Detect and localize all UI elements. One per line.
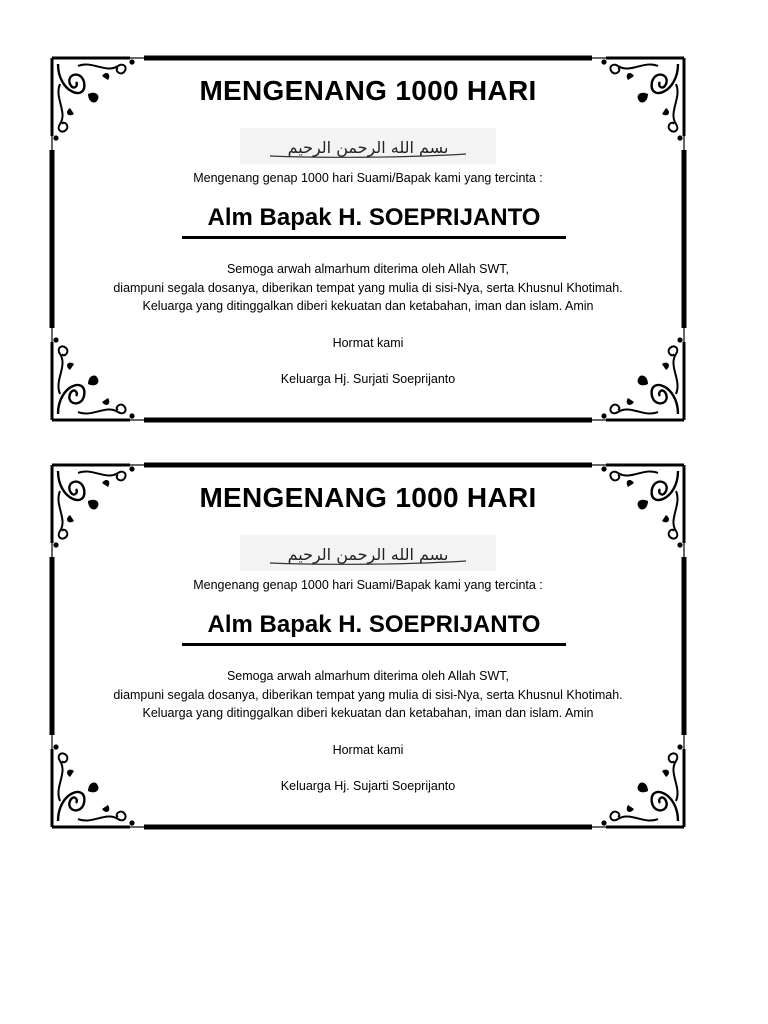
svg-text:بسم الله الرحمن الرحيم: بسم الله الرحمن الرحيم: [287, 138, 449, 157]
closing-text: Hormat kami: [332, 743, 404, 757]
prayer-line: Semoga arwah almarhum diterima oleh Allah SWT,: [226, 669, 510, 683]
prayer-line: Semoga arwah almarhum diterima oleh Allah SWT,: [226, 262, 510, 276]
svg-text:بسم الله الرحمن الرحيم: بسم الله الرحمن الرحيم: [287, 545, 449, 564]
prayer-line: diampuni segala dosanya, diberikan tempat yang mulia di sisi-Nya, serta Khusnul Khotimah.: [113, 280, 623, 295]
intro-text: Mengenang genap 1000 hari Suami/Bapak kami yang tercinta :: [193, 578, 543, 592]
prayer-line: diampuni segala dosanya, diberikan tempat yang mulia di sisi-Nya, serta Khusnul Khotimah.: [113, 687, 623, 702]
card-title: MENGENANG 1000 HARI: [199, 482, 537, 513]
memorial-card-2: [48, 461, 688, 831]
card-content: [48, 461, 688, 831]
family-signature: Keluarga Hj. Surjati Soeprijanto: [280, 372, 456, 386]
deceased-name: Alm Bapak H. SOEPRIJANTO: [182, 611, 566, 646]
intro-text: Mengenang genap 1000 hari Suami/Bapak kami yang tercinta :: [193, 171, 543, 185]
card-title: MENGENANG 1000 HARI: [199, 75, 537, 106]
prayer-text: [48, 260, 688, 316]
family-signature: Keluarga Hj. Sujarti Soeprijanto: [280, 779, 456, 793]
card-content: [48, 54, 688, 424]
prayer-line: Keluarga yang ditinggalkan diberi kekuatan dan ketabahan, iman dan islam. Amin: [142, 706, 594, 720]
bismillah-calligraphy-icon: [240, 128, 496, 164]
memorial-card-1: [48, 54, 688, 424]
deceased-name: Alm Bapak H. SOEPRIJANTO: [182, 204, 566, 239]
bismillah-calligraphy-icon: [240, 535, 496, 571]
prayer-line: Keluarga yang ditinggalkan diberi kekuatan dan ketabahan, iman dan islam. Amin: [142, 299, 594, 313]
closing-text: Hormat kami: [332, 336, 404, 350]
prayer-text: [48, 667, 688, 723]
